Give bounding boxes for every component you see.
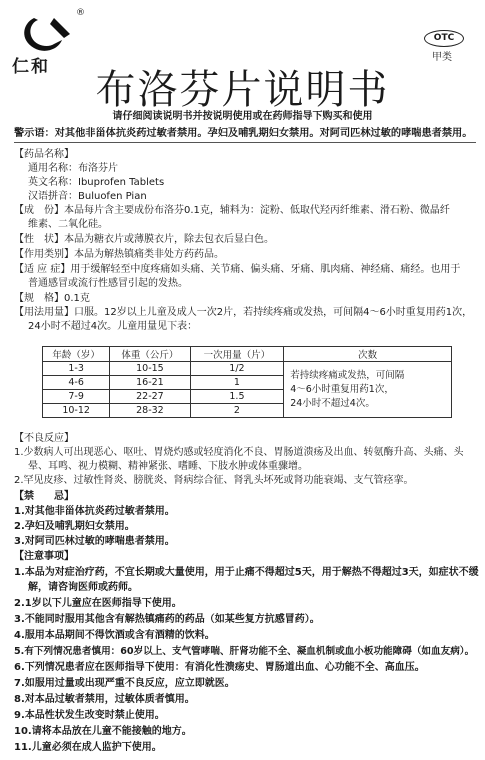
contra-item: 3.对阿司匹林过敏的哮喘患者禁用。 <box>14 536 175 547</box>
precaution-item: 1.本品为对症治疗药，不宜长期或大量使用，用于止痛不得超过5天，用于解热不得超过3天，如症状不缓 <box>14 567 479 578</box>
dose-cell: 10-12 <box>43 404 110 418</box>
precaution-item: 9.本品性状发生改变时禁止使用。 <box>14 710 165 721</box>
brand-name: 仁和 <box>12 57 50 77</box>
contra-item: 1.对其他非甾体抗炎药过敏者禁用。 <box>14 506 175 517</box>
dose-header-weight: 体重（公斤） <box>110 347 190 362</box>
drug-name-heading: 【药品名称】 <box>14 149 74 160</box>
indications-line: 普通感冒或流行性感冒引起的发热。 <box>28 278 188 289</box>
contra-item: 2.孕妇及哺乳期妇女禁用。 <box>14 521 135 532</box>
precaution-item: 8.对本品过敏者禁用，过敏体质者慎用。 <box>14 694 195 705</box>
appearance: 【性 状】本品为糖衣片或薄膜衣片，除去包衣后显白色。 <box>14 234 274 245</box>
otc-category: 甲类 <box>432 52 452 63</box>
precaution-item: 4.服用本品期间不得饮酒或含有酒精的饮料。 <box>14 630 215 641</box>
composition-line: 维素、二氧化硅。 <box>28 219 108 230</box>
precaution-item: 5.有下列情况患者慎用：60岁以上、支气管哮喘、肝肾功能不全、凝血机制或血小板功能障碍（如血友病）。 <box>14 646 475 657</box>
dose-times-line: 若持续疼痛或发热，可间隔 <box>290 369 405 381</box>
warning-text: 警示语：对其他非甾体抗炎药过敏者禁用。孕妇及哺乳期妇女禁用。对阿司匹林过敏的哮喘患者禁用。 <box>14 128 473 139</box>
dose-header-amount: 一次用量（片） <box>190 347 284 362</box>
dose-cell: 16-21 <box>110 376 190 390</box>
divider <box>14 142 476 143</box>
dose-cell: 2 <box>190 404 284 418</box>
dose-cell: 1.5 <box>190 390 284 404</box>
dose-times-line: 24小时不超过4次。 <box>290 397 375 409</box>
spec: 【规 格】0.1克 <box>14 293 90 304</box>
precaution-item: 3.不能同时服用其他含有解热镇痛药的药品（如某些复方抗感冒药）。 <box>14 614 320 625</box>
dose-times-line: 4～6小时重复用药1次， <box>290 383 394 395</box>
adverse-heading: 【不良反应】 <box>14 433 74 444</box>
precaution-item: 2.1岁以下儿童应在医师指导下使用。 <box>14 598 182 609</box>
composition-line: 【成 份】本品每片含主要成份布洛芬0.1克，辅料为：淀粉、低取代羟丙纤维素、滑石粉、微晶纤 <box>14 205 450 216</box>
precaution-item: 7.如服用过量或出现严重不良反应，应立即就医。 <box>14 678 235 689</box>
dose-cell: 1-3 <box>43 362 110 376</box>
table-row <box>43 362 452 376</box>
dose-table <box>42 346 452 418</box>
common-name: 通用名称：布洛芬片 <box>28 163 118 174</box>
usage-line: 【用法用量】口服。12岁以上儿童及成人一次2片，若持续疼痛或发热，可间隔4～6小时重复用药1次， <box>14 307 473 318</box>
dose-header-age: 年龄（岁） <box>43 347 110 362</box>
dose-cell: 1/2 <box>190 362 284 376</box>
precaution-item: 解，请咨询医师或药师。 <box>28 582 138 593</box>
dose-cell: 7-9 <box>43 390 110 404</box>
precaution-item: 11.儿童必须在成人监护下使用。 <box>14 742 162 753</box>
otc-badge: OTC <box>424 30 464 47</box>
adverse-item: 1.少数病人可出现恶心、呕吐、胃烧灼感或轻度消化不良、胃肠道溃疡及出血、转氨酶升高、头痛、头 <box>14 447 464 458</box>
adverse-item: 晕、耳鸣、视力模糊、精神紧张、嗜睡、下肢水肿或体重骤增。 <box>28 461 308 472</box>
dose-cell: 1 <box>190 376 284 390</box>
category-line: 【作用类别】本品为解热镇痛类非处方药药品。 <box>14 249 224 260</box>
usage-line: 24小时不超过4次。儿童用量见下表： <box>28 321 198 332</box>
dose-times-cell <box>284 362 452 418</box>
dose-cell: 10-15 <box>110 362 190 376</box>
indications-line: 【适 应 症】用于缓解轻至中度疼痛如头痛、关节痛、偏头痛、牙痛、肌肉痛、神经痛、痛经。也用于 <box>14 264 461 275</box>
pinyin-name: 汉语拼音：Buluofen Pian <box>28 191 147 202</box>
adverse-item: 2.罕见皮疹、过敏性肾炎、膀胱炎、肾病综合征、肾乳头坏死或肾功能衰竭、支气管痉挛。 <box>14 475 414 486</box>
dose-cell: 28-32 <box>110 404 190 418</box>
registered-mark: ® <box>76 8 85 18</box>
english-name: 英文名称：Ibuprofen Tablets <box>28 177 165 188</box>
dose-cell: 4-6 <box>43 376 110 390</box>
contra-heading: 【禁 忌】 <box>14 491 74 502</box>
precautions-heading: 【注意事项】 <box>14 551 74 562</box>
precaution-item: 10.请将本品放在儿童不能接触的地方。 <box>14 726 192 737</box>
precaution-item: 6.下列情况患者应在医师指导下使用：有消化性溃疡史、胃肠道出血、心功能不全、高血压。 <box>14 662 425 673</box>
dose-cell: 22-27 <box>110 390 190 404</box>
page-title: 布洛芬片说明书 <box>95 67 390 113</box>
dose-header-times: 次数 <box>284 347 452 362</box>
subtitle: 请仔细阅读说明书并按说明使用或在药师指导下购买和使用 <box>112 111 373 122</box>
